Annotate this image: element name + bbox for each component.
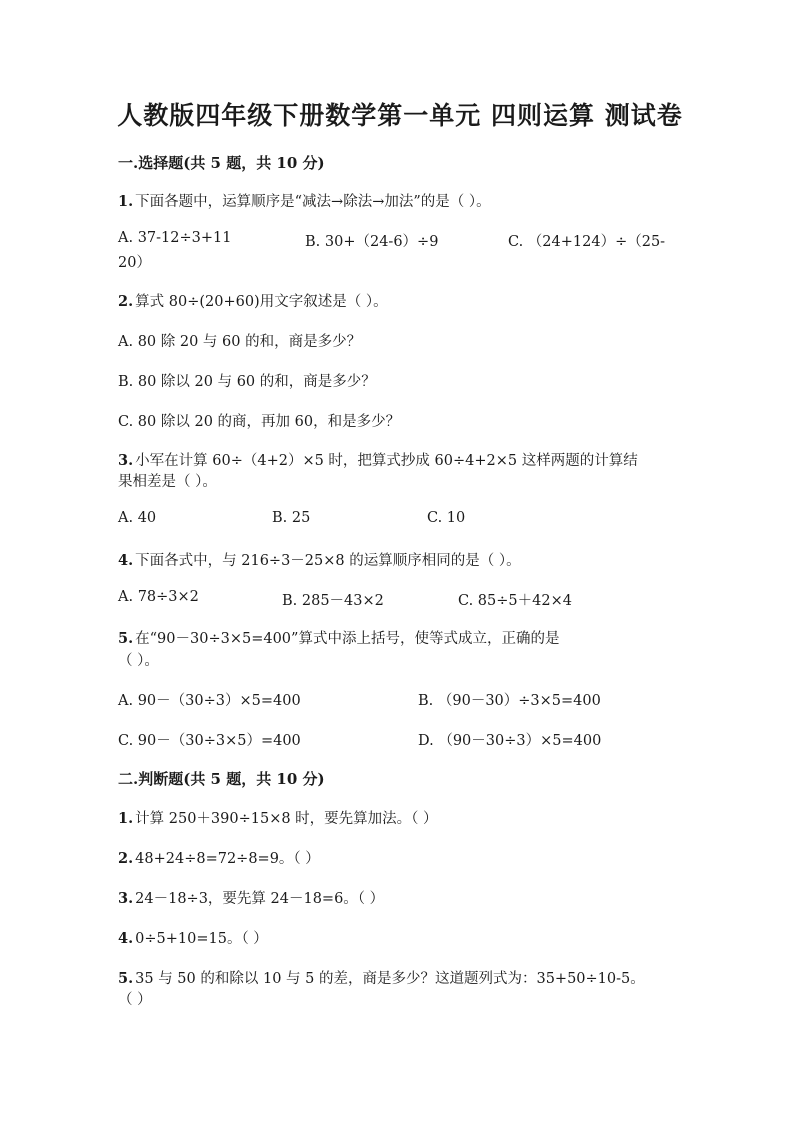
page-title: 人教版四年级下册数学第一单元 四则运算 测试卷 (117, 101, 683, 130)
question-1 (118, 190, 491, 211)
option-b: B. 80 除以 20 与 60 的和，商是多少？ (118, 374, 376, 390)
question-text: 0÷5+10=15。（ ） (135, 931, 268, 947)
option-a: A. 78÷3×2 (118, 589, 199, 605)
question-number: 5. (118, 630, 134, 647)
question-2 (118, 847, 320, 868)
question-number: 2. (118, 293, 134, 310)
question-3 (118, 887, 384, 908)
section-heading-choice: 一.选择题(共 5 题，共 10 分) (118, 154, 325, 172)
question-number: 3. (118, 890, 134, 907)
question-5 (118, 627, 559, 648)
option-d: D. （90－30÷3）×5=400 (418, 733, 602, 749)
option-b: B. 25 (272, 510, 311, 526)
question-text: 计算 250＋390÷15×8 时，要先算加法。（ ） (135, 811, 438, 827)
question-number: 4. (118, 552, 134, 569)
question-2 (118, 290, 388, 311)
option-c-continued: 20） (118, 255, 151, 271)
option-a: A. 80 除 20 与 60 的和，商是多少？ (118, 334, 362, 350)
option-c: C. （24+124）÷（25- (508, 234, 666, 250)
question-text: 在“90－30÷3×5=400”算式中添上括号，使等式成立，正确的是 (135, 631, 560, 647)
option-c: C. 80 除以 20 的商，再加 60，和是多少？ (118, 414, 401, 430)
section-heading-judgement: 二.判断题(共 5 题，共 10 分) (118, 770, 325, 788)
question-text: 下面各式中，与 216÷3－25×8 的运算顺序相同的是（ ）。 (135, 553, 521, 569)
question-text-continued: （ ） (118, 992, 152, 1008)
option-b: B. 30+（24-6）÷9 (305, 234, 439, 250)
question-text: 算式 80÷(20+60)用文字叙述是（ ）。 (135, 294, 388, 310)
option-c: C. 90－（30÷3×5）=400 (118, 733, 301, 749)
question-3 (118, 449, 638, 470)
question-1 (118, 807, 438, 828)
question-number: 4. (118, 930, 134, 947)
option-c: C. 85÷5＋42×4 (458, 593, 572, 609)
question-text: 下面各题中，运算顺序是“减法→除法→加法”的是（ ）。 (135, 194, 491, 210)
question-text: 48+24÷8=72÷8=9。（ ） (135, 851, 320, 867)
question-number: 2. (118, 850, 134, 867)
question-number: 3. (118, 452, 134, 469)
question-text: 24－18÷3，要先算 24－18=6。（ ） (135, 891, 385, 907)
question-text: 35 与 50 的和除以 10 与 5 的差，商是多少？这道题列式为：35+50÷10-5。 (135, 971, 645, 987)
option-a: A. 90－（30÷3）×5=400 (118, 693, 301, 709)
question-text: 小军在计算 60÷（4+2）×5 时，把算式抄成 60÷4+2×5 这样两题的计算结 (135, 453, 638, 469)
question-4 (118, 549, 521, 570)
question-text-continued: （ ）。 (118, 653, 159, 669)
option-a: A. 40 (118, 510, 157, 526)
option-a: A. 37-12÷3+11 (118, 230, 232, 246)
option-b: B. 285－43×2 (282, 593, 384, 609)
question-5 (118, 967, 645, 988)
question-4 (118, 927, 268, 948)
option-c: C. 10 (427, 510, 466, 526)
question-text-continued: 果相差是（ ）。 (118, 474, 217, 490)
question-number: 5. (118, 970, 134, 987)
option-b: B. （90－30）÷3×5=400 (418, 693, 601, 709)
question-number: 1. (118, 193, 134, 210)
question-number: 1. (118, 810, 134, 827)
